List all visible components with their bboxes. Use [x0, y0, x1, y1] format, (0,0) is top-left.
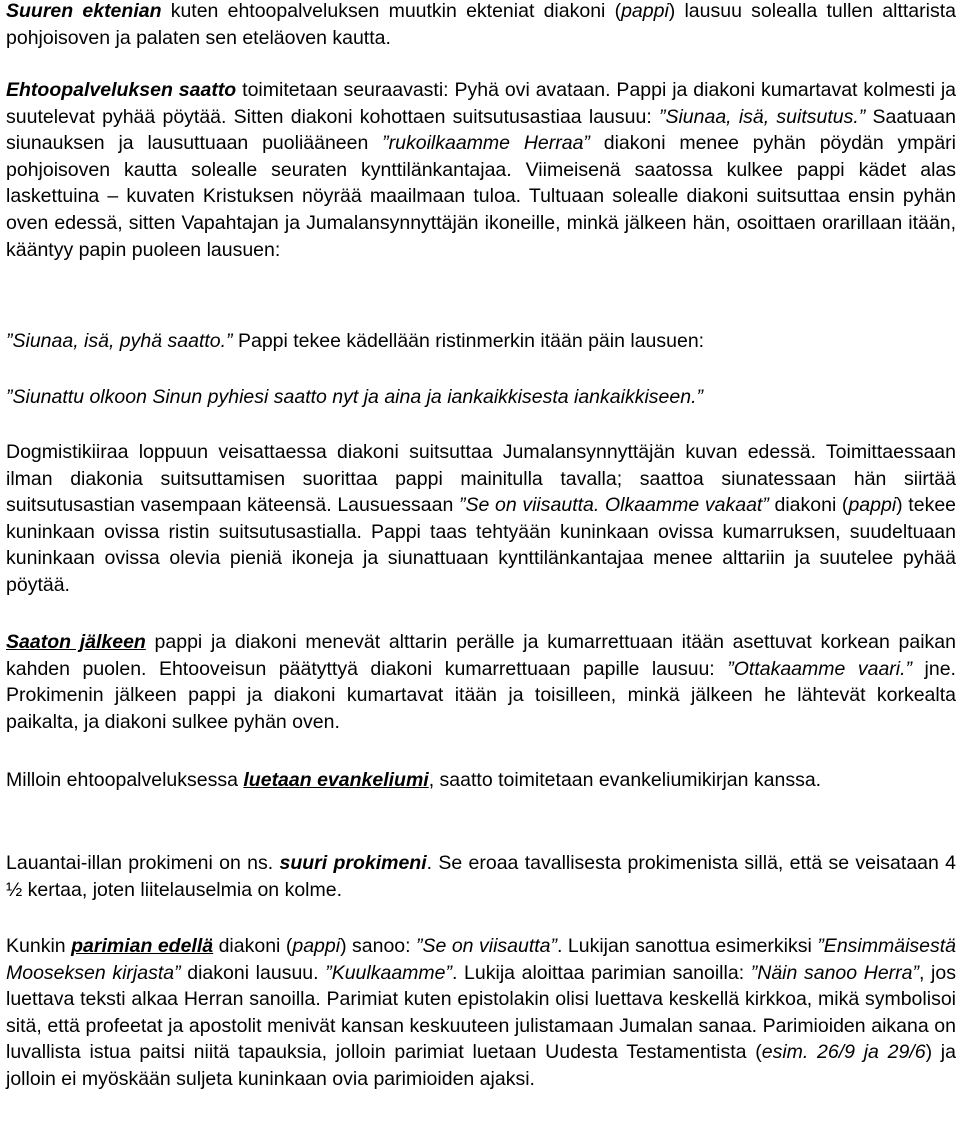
text-run: . Lukijan sanottua esimerkiksi	[557, 935, 818, 957]
text-run: Milloin ehtoopalveluksessa	[6, 769, 244, 791]
text-run: . Se eroaa tavallisesta prokimenista sillä, että se veisataan 4 ½ kertaa, joten liitelauselmia on kolme.	[6, 852, 957, 901]
text-run: pappi ja diakoni menevät alttarin perälle ja kumarrettuaan itään asettuvat korkean paikan kahden puolen. Ehtooveisun päätyttyä diakoni kumarrettuaan papille lausuu:	[6, 631, 956, 680]
bold-italic-term: Suuren ektenian	[6, 0, 162, 22]
italic-quote: ”Näin sanoo Herra”	[750, 961, 919, 984]
italic-term: pappi	[848, 494, 897, 517]
paragraph-suuri-prokimeni	[6, 850, 956, 903]
bold-italic-term: suuri prokimeni	[279, 852, 427, 874]
text-run: diakoni lausuu.	[180, 961, 326, 984]
text-run: jne. Prokimenin jälkeen pappi ja diakoni kumartavat itään ja toisilleen, minkä jälkeen he lähtevät korkealta paikalta, ja diakoni sulkee pyhän oven.	[6, 657, 956, 733]
text-run: t diakoni (	[528, 0, 622, 22]
bold-underline-term: Saaton jälkeen	[6, 631, 146, 653]
paragraph-dogmistikiira	[6, 439, 956, 599]
italic-term: pappi	[292, 935, 341, 957]
text-run: diakoni (	[213, 935, 293, 957]
italic-quote: ”Ensimmäisestä Mooseksen kirjasta”	[6, 935, 957, 984]
italic-quote: ”Ottakaamme vaari.”	[727, 657, 913, 680]
italic-term: pappi	[621, 0, 669, 22]
italic-quote: ”rukoilkaamme Herraa”	[382, 132, 590, 155]
text-run: äoven kautta.	[273, 26, 391, 49]
bold-underline-term: parimian edellä	[71, 935, 214, 957]
paragraph-parimiat	[6, 933, 956, 1093]
italic-quote: ”Siunattu olkoon Sinun pyhiesi saatto nyt ja aina ja iankaikkisesta iankaikkiseen.”	[6, 386, 703, 408]
italic-quote: ”Kuulkaamme”	[325, 961, 452, 984]
bold-italic-term: Ehtoopalveluksen saatto	[6, 79, 237, 101]
italic-term: esim. 26/9 ja 29/6	[761, 1041, 926, 1064]
text-run: kuten ehtoopalveluksen muutkin ektenia	[161, 0, 529, 22]
text-run: diakoni menee pyhän pöydän ympäri pohjoisoven kautta solealle seuraten kynttilänkantajaa. Viimeisenä saatossa kulkee pappi kädet alas laskettuina – kuvaten Kristuksen nöyrää maailmaan tuloa. Tultuaan solealle diakoni suitsuttaa ensin pyhän oven edessä, sitten Vapahtajan ja Jumalansynnyttäjän ikoneille, minkä jälkeen hän, osoittaen orarillaan itään, kääntyy papin puoleen lausuen:	[6, 132, 956, 261]
text-run: Dogmistikiiraa loppuun veisattaessa diakoni suitsuttaa Jumalansynnyttäjän kuvan edessä. Toimittaessaan ilman diakonia suitsuttamisen suorittaa pappi mainitulla tavalla; saattoa siunatessaan hän siirtää suitsutusastian vasempaan käteensä. Lausuessaan	[6, 441, 956, 517]
bold-underline-term: luetaan evankeliumi	[243, 769, 429, 791]
text-run: , jos luettava teksti alkaa Herran sanoilla. Parimiat kuten epistolakin olisi luettava keskellä kirkkoa, mikä symbolisoi sitä, että profeetat ja apostolit menivät kansan keskuuteen julistamaan Jumalan sanaa. Parimioiden aikana on luvallista istua paitsi niitä tapauksia, jolloin parimiat luetaan Uudesta Testamentista (	[6, 961, 956, 1064]
paragraph-saaton-jalkeen	[6, 629, 956, 735]
text-run: toimitetaan seuraavasti: Pyhä ovi avataan. Pappi ja diakoni kumartavat kolmesti ja suutelevat pyhää pöytää. Sitten diakoni kohottaen suitsutusastiaa lausuu:	[6, 79, 956, 128]
text-run: ) sanoo:	[340, 935, 417, 957]
text-run: Pappi tekee kädellään ristinmerkin itään päin lausuen:	[232, 330, 705, 352]
paragraph-evankeliumi	[6, 767, 956, 794]
text-run: ) ja jolloin ei myöskään suljeta kuninkaan ovia parimioiden ajaksi.	[6, 1041, 956, 1090]
italic-quote: ”Siunaa, isä, suitsutus.”	[658, 105, 866, 128]
text-run: , saatto toimitetaan evankeliumikirjan kanssa.	[428, 769, 822, 791]
text-run: Kunkin	[6, 935, 72, 957]
italic-quote: ”Siunaa, isä, pyhä saatto.”	[6, 330, 233, 352]
paragraph-ektenia	[6, 0, 956, 51]
text-run: Lauantai-illan prokimeni on ns.	[6, 852, 280, 874]
text-run: ) lausuu soleal	[668, 0, 803, 22]
italic-quote: ”Se on viisautta”	[416, 935, 558, 957]
text-run: . Lukija aloittaa parimian sanoilla:	[452, 961, 751, 984]
text-run: Saatuaan siunauksen ja lausuttuaan puoliääneen	[6, 105, 956, 155]
text-run: ) tekee kuninkaan ovissa ristin suitsutusastialla. Pappi taas tehtyään kuninkaan ovissa kumarruksen, suudeltuaan kuninkaan ovissa olevia pieniä ikoneja ja siunattuaan kynttilänkantajaa menee alttariin ja suutelee pyhää pöytää.	[6, 494, 957, 596]
paragraph-saatto	[6, 77, 956, 263]
italic-quote: ”Se on viisautta. Olkaamme vakaat”	[459, 494, 769, 517]
text-run: diakoni (	[768, 494, 849, 517]
paragraph-siunattu	[6, 384, 956, 411]
text-run: la tullen alttarista pohjoisoven ja palaten sen etel	[6, 0, 956, 49]
paragraph-siunaa	[6, 328, 956, 355]
